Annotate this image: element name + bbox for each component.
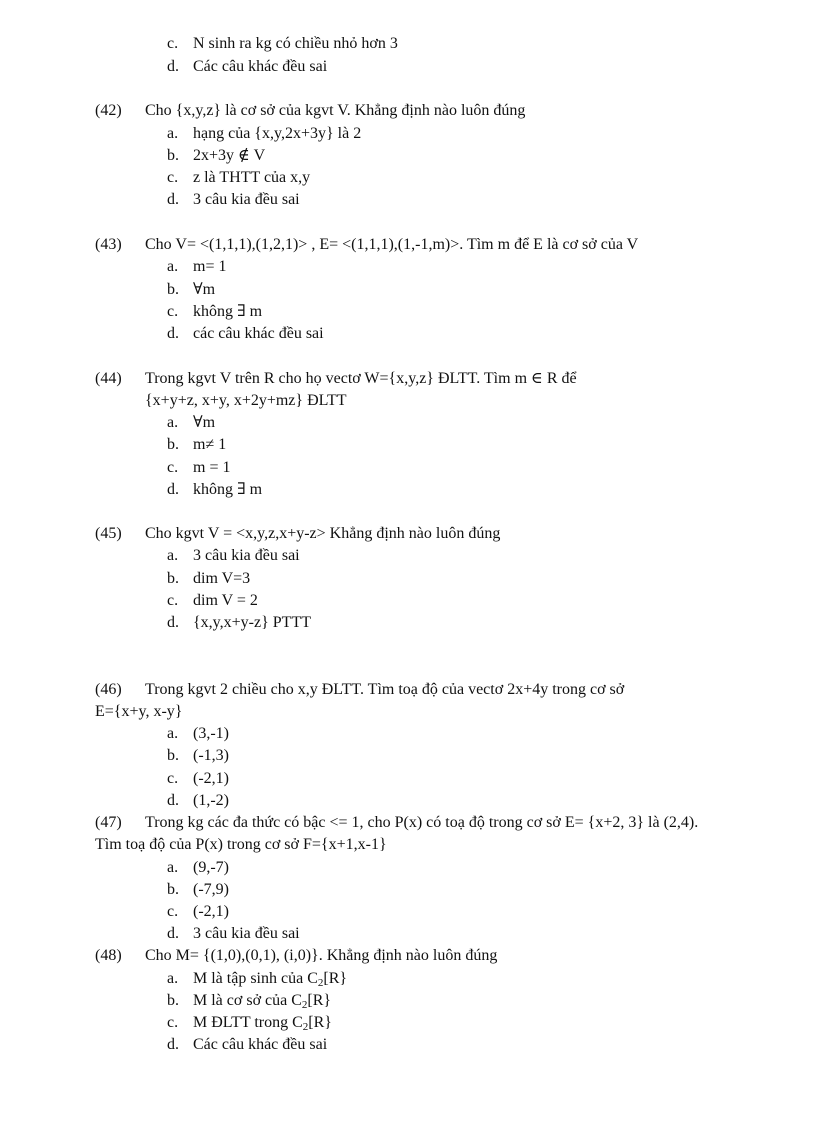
q42-option-b: b. 2x+3y ∉ V <box>167 147 266 164</box>
q45-option-b: b. dim V=3 <box>167 570 251 587</box>
q43-option-a: a. m= 1 <box>167 258 227 275</box>
q44-option-b: b. m≠ 1 <box>167 436 227 453</box>
q47-option-c: c. (-2,1) <box>167 903 229 920</box>
q44-option-d: d. không ∃ m <box>167 481 263 498</box>
q47-option-b: b. (-7,9) <box>167 881 229 898</box>
q45-stem: Cho kgvt V = <x,y,z,x+y-z> Khẳng định nào luôn đúng <box>145 525 501 542</box>
q43-option-d: d. các câu khác đều sai <box>167 325 324 342</box>
q44-option-a: a. ∀m <box>167 414 216 431</box>
q46-option-a: a. (3,-1) <box>167 725 229 742</box>
q46-option-b: b. (-1,3) <box>167 747 229 764</box>
q46-stem-continuation: E={x+y, x-y} <box>95 703 183 720</box>
q46-stem: Trong kgvt 2 chiều cho x,y ĐLTT. Tìm toạ độ của vectơ 2x+4y trong cơ sở <box>145 681 625 698</box>
q45-option-d: d. {x,y,x+y-z} PTTT <box>167 614 311 631</box>
q42-number: (42) <box>95 102 122 119</box>
q47-stem-continuation: Tìm toạ độ của P(x) trong cơ sở F={x+1,x-1} <box>95 836 387 853</box>
q47-number: (47) <box>95 814 122 831</box>
q43-option-c: c. không ∃ m <box>167 303 263 320</box>
q45-option-c: c. dim V = 2 <box>167 592 258 609</box>
q43-number: (43) <box>95 236 122 253</box>
q41-option-d: d. Các câu khác đều sai <box>167 58 328 75</box>
q48-option-d: d. Các câu khác đều sai <box>167 1036 328 1053</box>
q47-option-a: a. (9,-7) <box>167 859 229 876</box>
q47-stem: Trong kg các đa thức có bậc <= 1, cho P(x) có toạ độ trong cơ sở E= {x+2, 3} là (2,4). <box>145 814 699 831</box>
q42-option-a: a. hạng của {x,y,2x+3y} là 2 <box>167 125 362 142</box>
q43-stem: Cho V= <(1,1,1),(1,2,1)> , E= <(1,1,1),(1,-1,m)>. Tìm m để E là cơ sở của V <box>145 236 639 253</box>
q44-number: (44) <box>95 370 122 387</box>
q46-option-c: c. (-2,1) <box>167 770 229 787</box>
q46-option-d: d. (1,-2) <box>167 792 229 809</box>
q45-number: (45) <box>95 525 122 542</box>
q48-option-c: c. M ĐLTT trong $C_2[R\}$ <box>167 1014 332 1033</box>
q42-option-d: d. 3 câu kia đều sai <box>167 191 300 208</box>
q48-option-a: a. M là tập sinh của $C_2[R\}$ <box>167 970 348 989</box>
q44-stem-continuation: {x+y+z, x+y, x+2y+mz} ĐLTT <box>145 392 347 409</box>
q48-option-b: b. M là cơ sở của $C_2[R\}$ <box>167 992 332 1011</box>
q44-stem: Trong kgvt V trên R cho họ vectơ W={x,y,z} ĐLTT. Tìm m ∈ R để <box>145 370 577 387</box>
q45-option-a: a. 3 câu kia đều sai <box>167 547 300 564</box>
q48-stem: Cho M= {(1,0),(0,1), (i,0)}. Khẳng định nào luôn đúng <box>145 947 498 964</box>
q48-number: (48) <box>95 947 122 964</box>
q42-stem: Cho {x,y,z} là cơ sở của kgvt V. Khẳng định nào luôn đúng <box>145 102 526 119</box>
q42-option-c: c. z là THTT của x,y <box>167 169 311 186</box>
q46-number: (46) <box>95 681 122 698</box>
q44-option-c: c. m = 1 <box>167 459 231 476</box>
q41-option-c: c. N sinh ra kg có chiều nhỏ hơn 3 <box>167 35 398 52</box>
q47-option-d: d. 3 câu kia đều sai <box>167 925 300 942</box>
q43-option-b: b. ∀m <box>167 281 216 298</box>
